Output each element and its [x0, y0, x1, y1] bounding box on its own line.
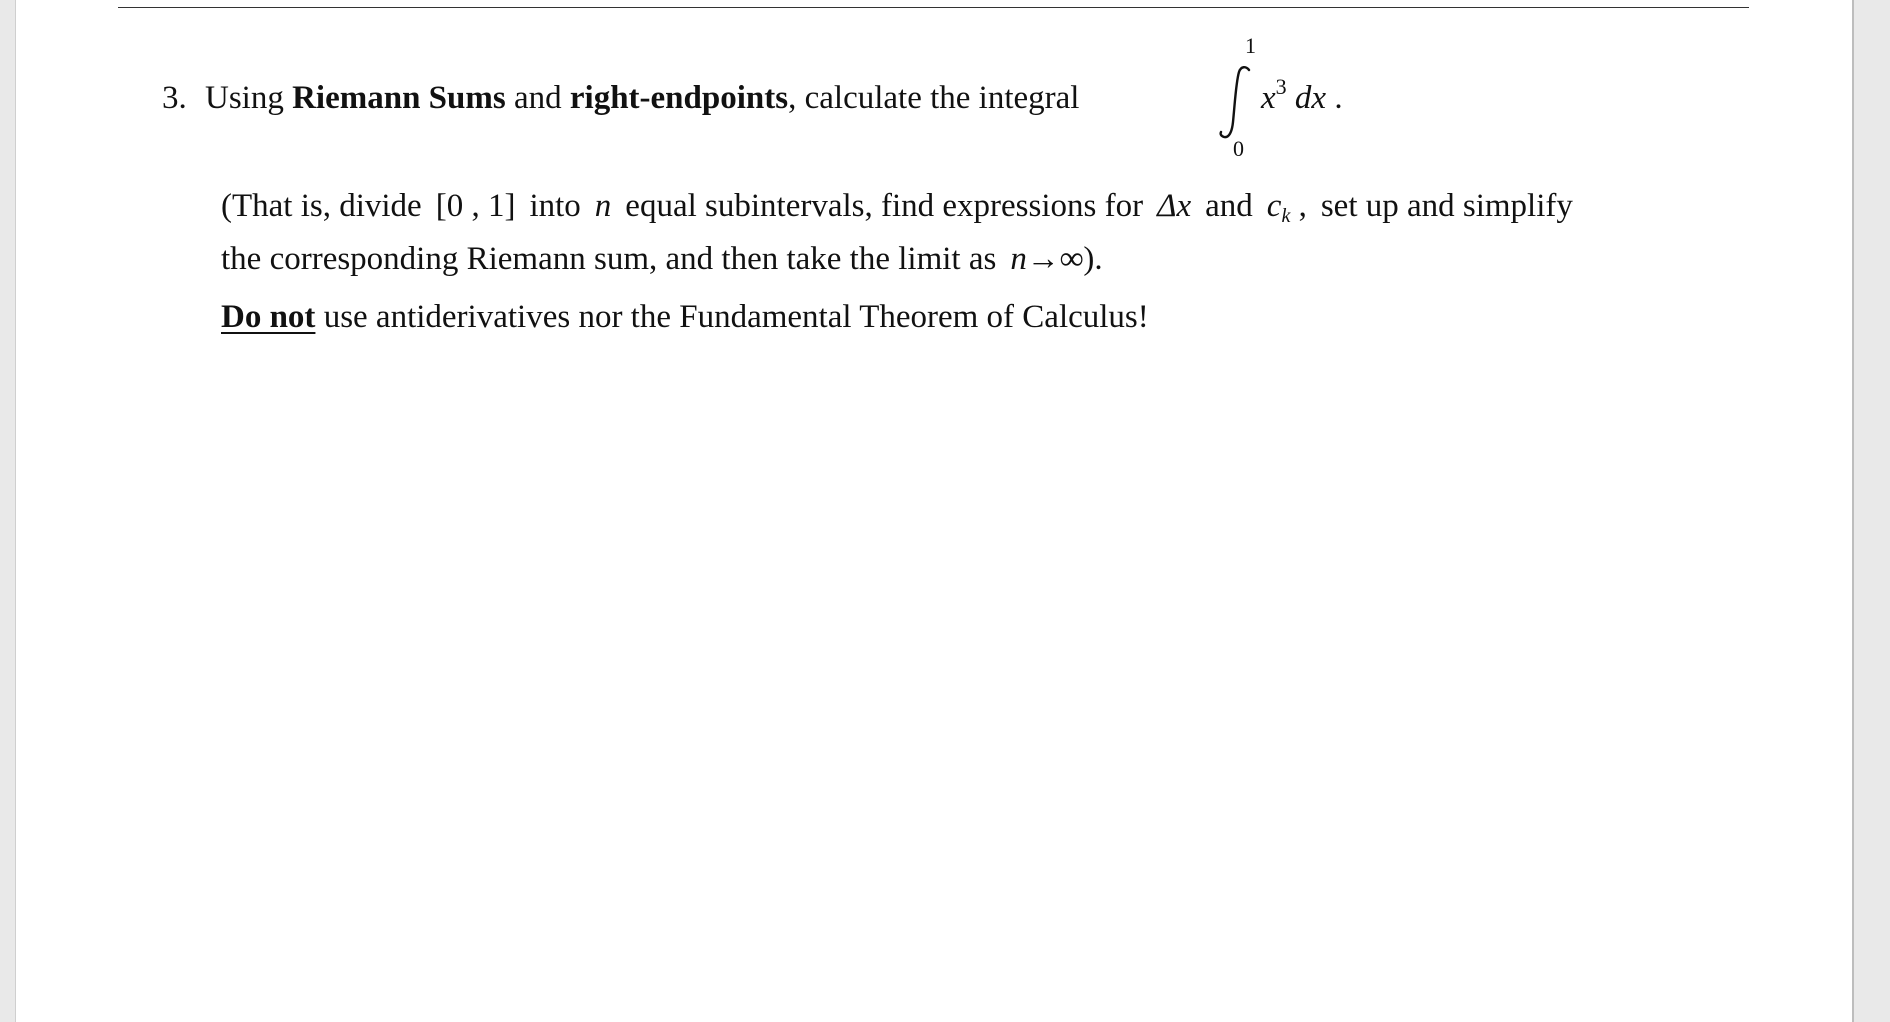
question-number: 3.	[162, 80, 187, 116]
definite-integral	[1213, 30, 1373, 170]
integrand-base: x	[1261, 80, 1276, 116]
instruction-text-2a: the corresponding Riemann sum, and then take the limit as	[221, 241, 997, 277]
instruction-text-2b: ).	[1083, 241, 1103, 277]
instruction-line-1	[221, 186, 1763, 236]
integrand-exponent: 3	[1275, 74, 1287, 99]
warning-text: use antiderivatives nor the Fundamental Theorem of Calculus!	[315, 299, 1149, 335]
intro-text-1: Using	[205, 80, 293, 116]
document-page	[15, 0, 1854, 1022]
instruction-line-2	[221, 239, 1103, 279]
delta-x: Δx	[1157, 188, 1192, 224]
bold-riemann-sums: Riemann Sums	[292, 80, 506, 116]
instruction-text-1f: set up and simplify	[1320, 188, 1573, 224]
warning-line	[221, 297, 1149, 337]
limit-expression: n→∞	[1010, 241, 1084, 277]
instruction-text-1d: and	[1205, 188, 1253, 224]
intro-text-3: , calculate the integral	[788, 80, 1080, 116]
integral-lower-limit: 0	[1233, 136, 1244, 161]
integral-sign-icon	[1213, 64, 1257, 140]
interval-expression: [0 , 1]	[435, 188, 516, 224]
variable-n: n	[594, 188, 612, 224]
instruction-text-1b: into	[529, 188, 581, 224]
variable-c: c	[1266, 188, 1282, 224]
subscript-k: k	[1281, 205, 1291, 227]
comma: ,	[1298, 188, 1307, 224]
integral-upper-limit: 1	[1245, 33, 1256, 58]
top-rule	[118, 7, 1749, 8]
integral-period: .	[1334, 80, 1343, 116]
warning-do-not: Do not	[221, 299, 316, 335]
instruction-text-1c: equal subintervals, find expressions for	[625, 188, 1144, 224]
differential: dx	[1294, 80, 1327, 116]
question-line	[162, 78, 1079, 118]
instruction-text-1a: (That is, divide	[221, 188, 422, 224]
bold-right-endpoints: right-endpoints	[569, 80, 789, 116]
intro-text-2: and	[505, 80, 570, 116]
integrand	[1261, 74, 1343, 118]
